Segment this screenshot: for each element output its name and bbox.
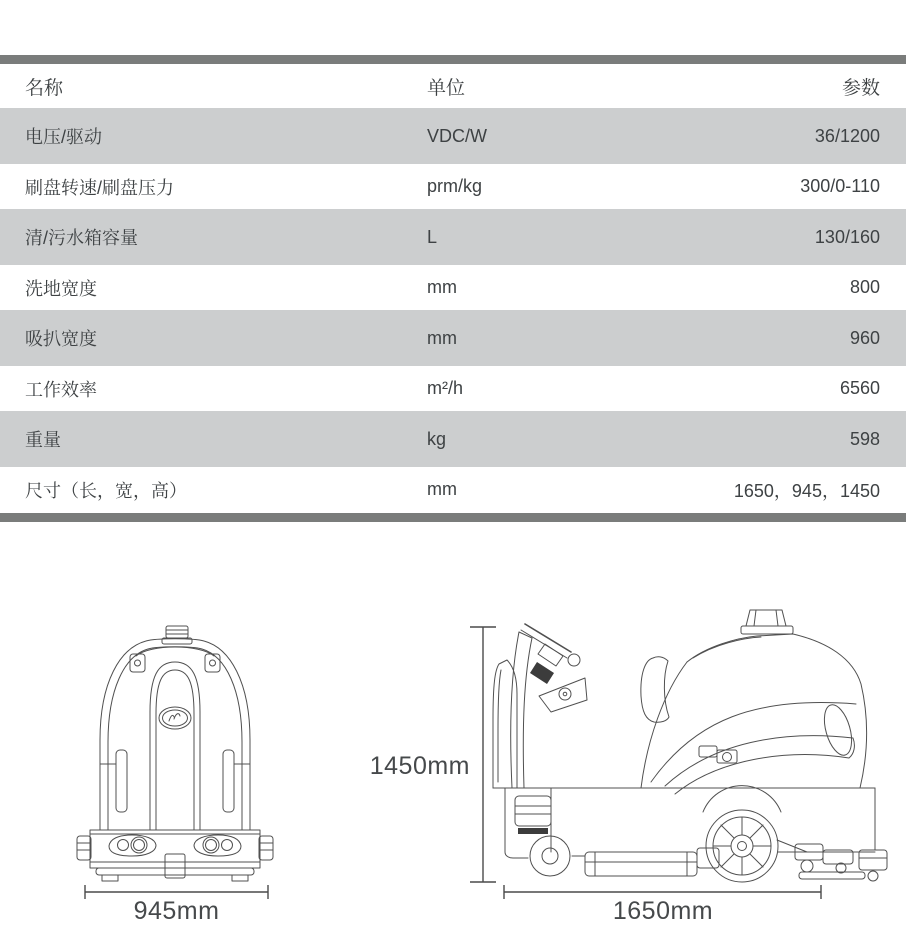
bottom-divider-bar <box>0 513 906 522</box>
side-view-svg <box>455 600 906 900</box>
row-unit: mm <box>427 277 457 297</box>
row-unit: mm <box>427 327 457 348</box>
side-height-dim-label: 1450mm <box>369 752 470 780</box>
scrubber-side-outline <box>493 610 887 882</box>
table-row <box>0 411 906 467</box>
header-name: 名称 <box>25 77 64 99</box>
row-value: 800 <box>849 277 880 297</box>
header-value: 参数 <box>841 77 880 99</box>
row-unit: mm <box>427 479 457 499</box>
row-value: 598 <box>849 428 880 449</box>
height-dimension-line <box>470 627 496 882</box>
side-view-drawing <box>455 600 906 900</box>
row-value: 6560 <box>839 378 880 398</box>
table-row <box>0 366 906 411</box>
table-row <box>0 265 906 310</box>
row-value: 36/1200 <box>814 125 880 146</box>
row-name: 尺寸（长，宽，高） <box>25 480 187 501</box>
table-header-row <box>0 64 906 108</box>
row-name: 吸扒宽度 <box>25 329 97 349</box>
row-name: 重量 <box>25 430 61 450</box>
row-name: 刷盘转速/刷盘压力 <box>25 177 175 198</box>
row-name: 洗地宽度 <box>25 278 97 299</box>
row-value: 130/160 <box>814 226 880 247</box>
header-unit: 单位 <box>427 77 466 99</box>
row-name: 清/污水箱容量 <box>25 228 139 248</box>
row-unit: kg <box>427 428 447 449</box>
table-row <box>0 209 906 265</box>
table-row <box>0 310 906 366</box>
row-name: 工作效率 <box>25 379 97 400</box>
row-unit: m²/h <box>427 378 463 398</box>
row-value: 960 <box>849 327 880 348</box>
table-row <box>0 164 906 209</box>
table-row <box>0 467 906 512</box>
scrubber-front-outline <box>77 626 273 881</box>
side-length-dim-label: 1650mm <box>612 897 714 925</box>
row-name: 电压/驱动 <box>25 127 103 147</box>
front-width-dim-label: 945mm <box>133 897 220 925</box>
row-unit: VDC/W <box>427 125 487 146</box>
spec-table <box>0 64 906 512</box>
row-unit: L <box>427 226 438 247</box>
front-view-svg <box>62 612 288 902</box>
row-value: 1650，945，1450 <box>733 480 880 501</box>
top-divider-bar <box>0 55 906 64</box>
row-value: 300/0-110 <box>800 176 880 196</box>
front-view-drawing <box>62 612 288 902</box>
row-unit: prm/kg <box>427 176 483 196</box>
table-row <box>0 108 906 164</box>
